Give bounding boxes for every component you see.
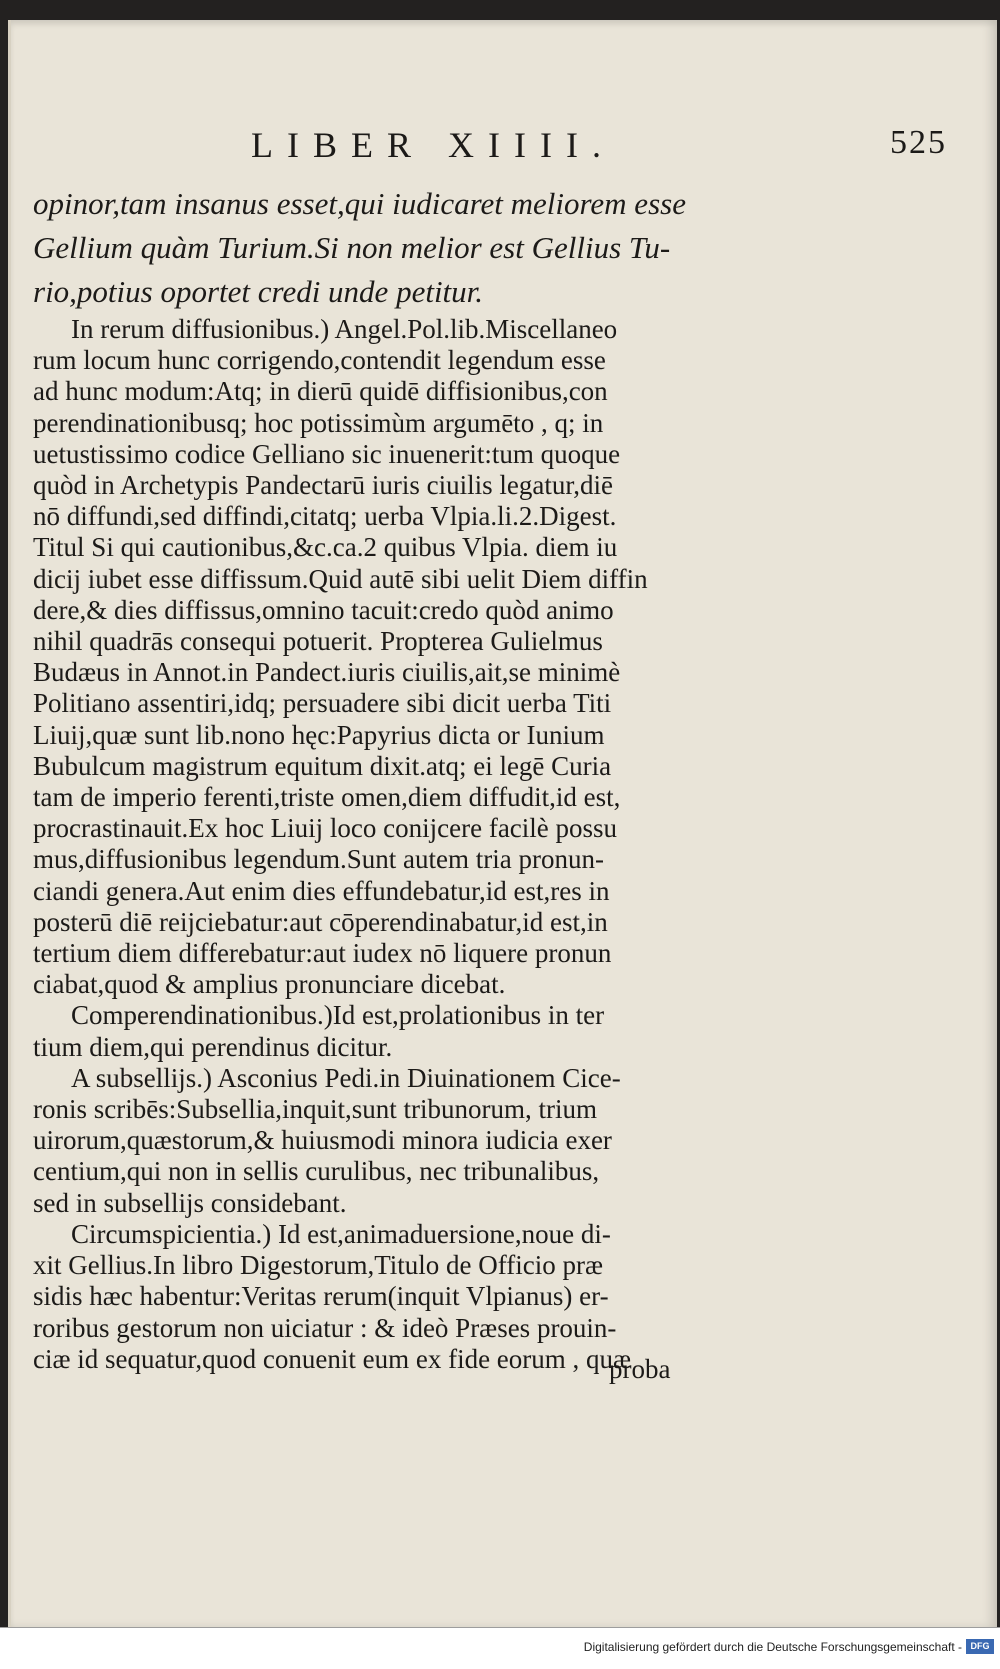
text-line: Politiano assentiri,idq; persuadere sibi dicit uerba Titi xyxy=(33,688,612,719)
text-line: opinor,tam insanus esset,qui iudicaret meliorem esse xyxy=(33,186,686,221)
body-text xyxy=(33,182,741,1375)
text-line: ad hunc modum:Atq; in dierū quidē diffisionibus,con xyxy=(33,376,608,407)
text-line: Bubulcum magistrum equitum dixit.atq; ei legē Curia xyxy=(33,750,612,781)
text-line: A subsellijs.) Asconius Pedi.in Diuinationem Cice- xyxy=(71,1062,621,1093)
text-line: xit Gellius.In libro Digestorum,Titulo de Officio præ xyxy=(33,1250,603,1281)
text-line: Gellium quàm Turium.Si non melior est Gellius Tu- xyxy=(33,230,671,265)
text-line: nihil quadrās consequi potuerit. Propterea Gulielmus xyxy=(33,626,603,657)
text-line: Comperendinationibus.)Id est,prolationibus in ter xyxy=(71,1000,605,1031)
text-line: dere,& dies diffissus,omnino tacuit:credo quòd animo xyxy=(33,594,614,625)
funding-credit: Digitalisierung gefördert durch die Deutsche Forschungsgemeinschaft - xyxy=(583,1640,962,1654)
text-line: perendinationibusq; hoc potissimùm argumēto , q; in xyxy=(33,407,604,438)
text-line: posterū diē reijciebatur:aut cōperendinabatur,id est,in xyxy=(33,906,608,937)
text-line: roribus gestorum non uiciatur : & ideò Præses prouin- xyxy=(33,1312,617,1343)
text-line: Liuij,quæ sunt lib.nono hęc:Papyrius dicta or Iunium xyxy=(33,719,605,750)
text-line: ciandi genera.Aut enim dies effundebatur,id est,res in xyxy=(33,875,610,906)
text-line: sed in subsellijs considebant. xyxy=(33,1187,347,1218)
text-line: Budæus in Annot.in Pandect.iuris ciuilis,ait,se minimè xyxy=(33,657,621,688)
text-line: uetustissimo codice Gelliano sic inuenerit:tum quoque xyxy=(33,438,621,469)
text-line: tium diem,qui perendinus dicitur. xyxy=(33,1031,393,1062)
page-number: 525 xyxy=(890,124,947,161)
text-line: mus,diffusionibus legendum.Sunt autem tria pronun- xyxy=(33,844,604,875)
text-line: ciæ id sequatur,quod conuenit eum ex fide eorum , quæ xyxy=(33,1343,632,1374)
text-line: In rerum diffusionibus.) Angel.Pol.lib.Miscellaneo xyxy=(71,314,618,344)
text-line: sidis hæc habentur:Veritas rerum(inquit Vlpianus) er- xyxy=(33,1281,609,1312)
text-line: rum locum hunc corrigendo,contendit legendum esse xyxy=(33,345,606,376)
text-line: ronis scribēs:Subsellia,inquit,sunt tribunorum, trium xyxy=(33,1094,597,1125)
text-line: uirorum,quæstorum,& huiusmodi minora iudicia exer xyxy=(33,1125,612,1156)
text-line: procrastinauit.Ex hoc Liuij loco conijcere facilè possu xyxy=(33,813,618,844)
text-line: ciabat,quod & amplius pronunciare dicebat. xyxy=(33,969,506,1000)
text-line: quòd in Archetypis Pandectarū iuris ciuilis legatur,diē xyxy=(33,470,614,501)
running-title: LIBER XIIII. xyxy=(251,125,615,165)
text-line: tertium diem differebatur:aut iudex nō liquere pronun xyxy=(33,938,612,969)
text-line: nō diffundi,sed diffindi,citatq; uerba Vlpia.li.2.Digest. xyxy=(33,501,617,532)
text-line: centium,qui non in sellis curulibus, nec tribunalibus, xyxy=(33,1156,600,1187)
text-line: Circumspicientia.) Id est,animaduersione,noue di- xyxy=(71,1218,611,1249)
text-line: Titul Si qui cautionibus,&c.ca.2 quibus Vlpia. diem iu xyxy=(33,532,618,563)
book-page xyxy=(8,20,997,1628)
catchword: proba xyxy=(609,1354,671,1384)
dfg-logo: DFG xyxy=(966,1639,994,1654)
text-line: dicij iubet esse diffissum.Quid autē sibi uelit Diem diffin xyxy=(33,563,648,594)
text-line: rio,potius oportet credi unde petitur. xyxy=(33,274,484,309)
footer-bar xyxy=(0,1627,1000,1669)
text-line: tam de imperio ferenti,triste omen,diem diffudit,id est, xyxy=(33,782,621,813)
